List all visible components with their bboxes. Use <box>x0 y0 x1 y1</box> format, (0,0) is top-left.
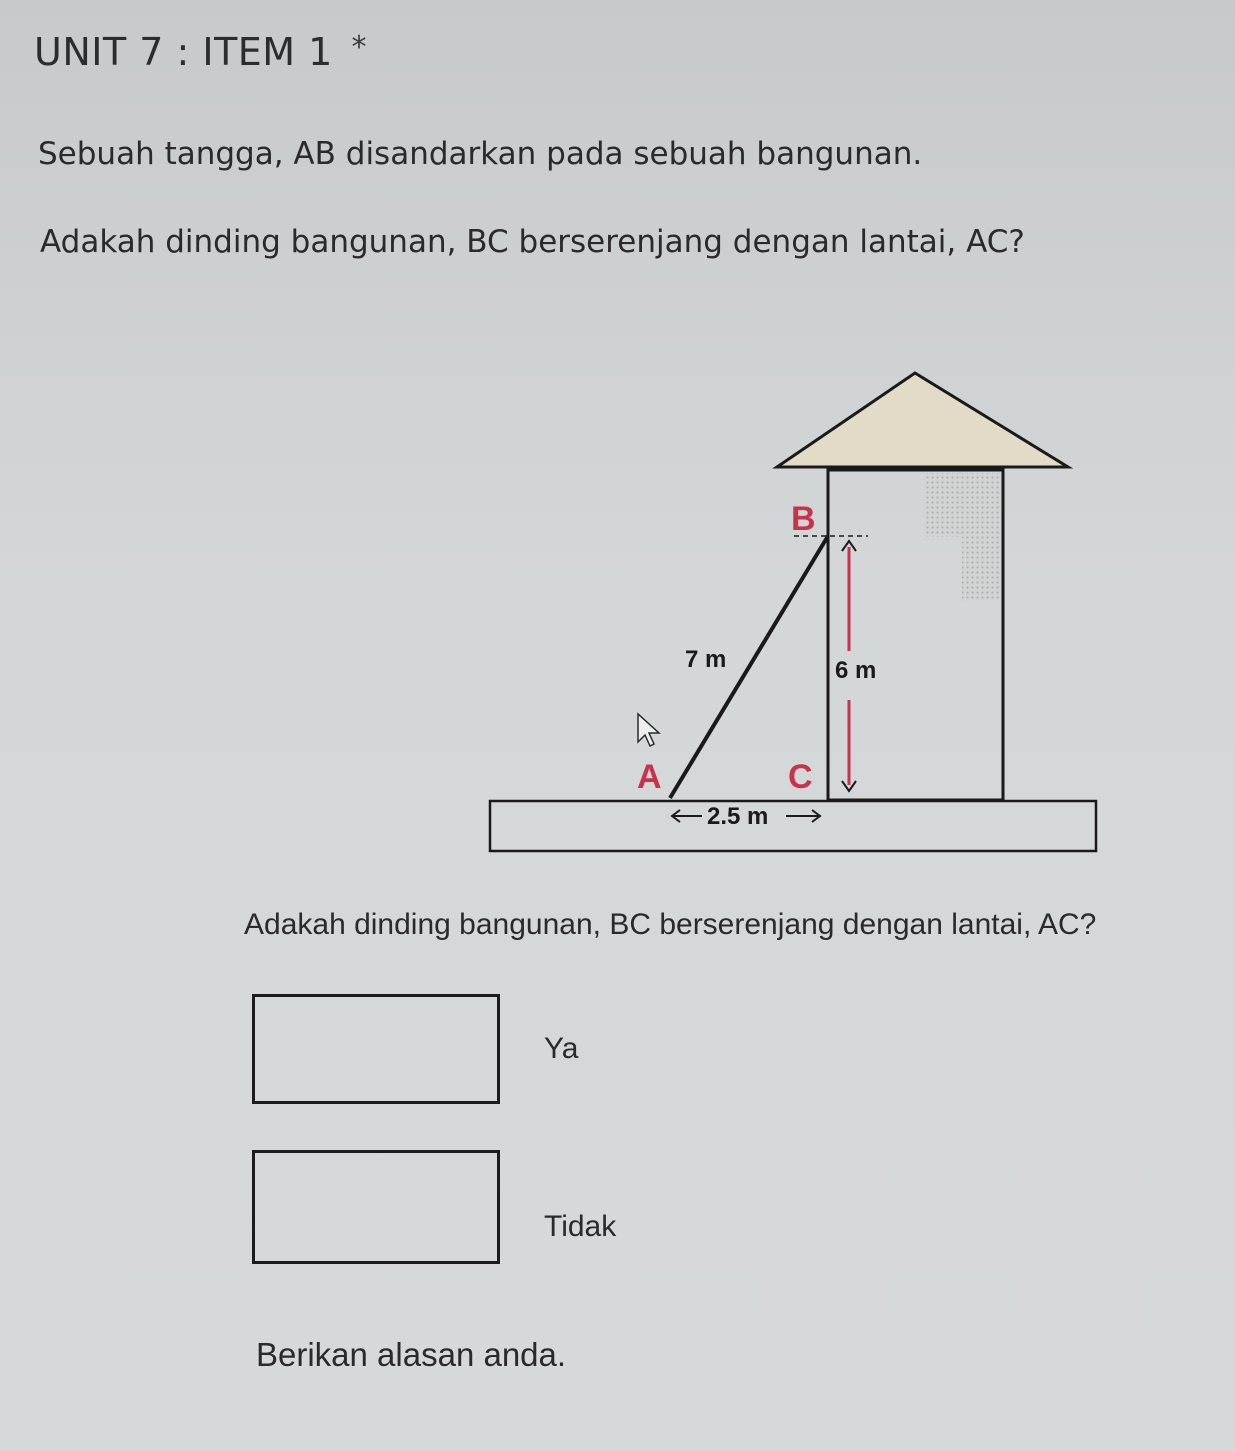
label-point-a: A <box>637 758 662 796</box>
question-title <box>34 30 367 74</box>
option-tidak-label: Tidak <box>544 1210 617 1243</box>
ladder-diagram <box>480 365 1105 860</box>
checkbox-tidak[interactable] <box>252 1150 500 1264</box>
label-floor-length: 2.5 m <box>707 803 769 830</box>
question-prompt: Adakah dinding bangunan, BC berserenjang dengan lantai, AC? <box>40 224 1025 260</box>
checkbox-ya[interactable] <box>252 994 500 1104</box>
required-marker: * <box>351 30 367 65</box>
label-point-c: C <box>788 758 813 796</box>
window-upper <box>924 473 1000 537</box>
reason-prompt: Berikan alasan anda. <box>256 1336 567 1373</box>
option-tidak[interactable] <box>252 1150 616 1264</box>
diagram-caption-question: Adakah dinding bangunan, BC berserenjang dengan lantai, AC? <box>244 908 1097 941</box>
title-text: UNIT 7 : ITEM 1 <box>34 30 333 74</box>
option-ya[interactable] <box>252 994 578 1104</box>
mouse-cursor-icon <box>638 714 659 746</box>
roof <box>777 373 1068 467</box>
window-lower <box>962 537 1000 601</box>
question-statement: Sebuah tangga, AB disandarkan pada sebuah bangunan. <box>38 136 923 172</box>
label-ladder-length: 7 m <box>685 646 727 673</box>
ground-slab <box>490 801 1096 851</box>
label-wall-height: 6 m <box>835 657 877 684</box>
option-ya-label: Ya <box>544 1032 579 1065</box>
label-point-b: B <box>791 500 816 538</box>
